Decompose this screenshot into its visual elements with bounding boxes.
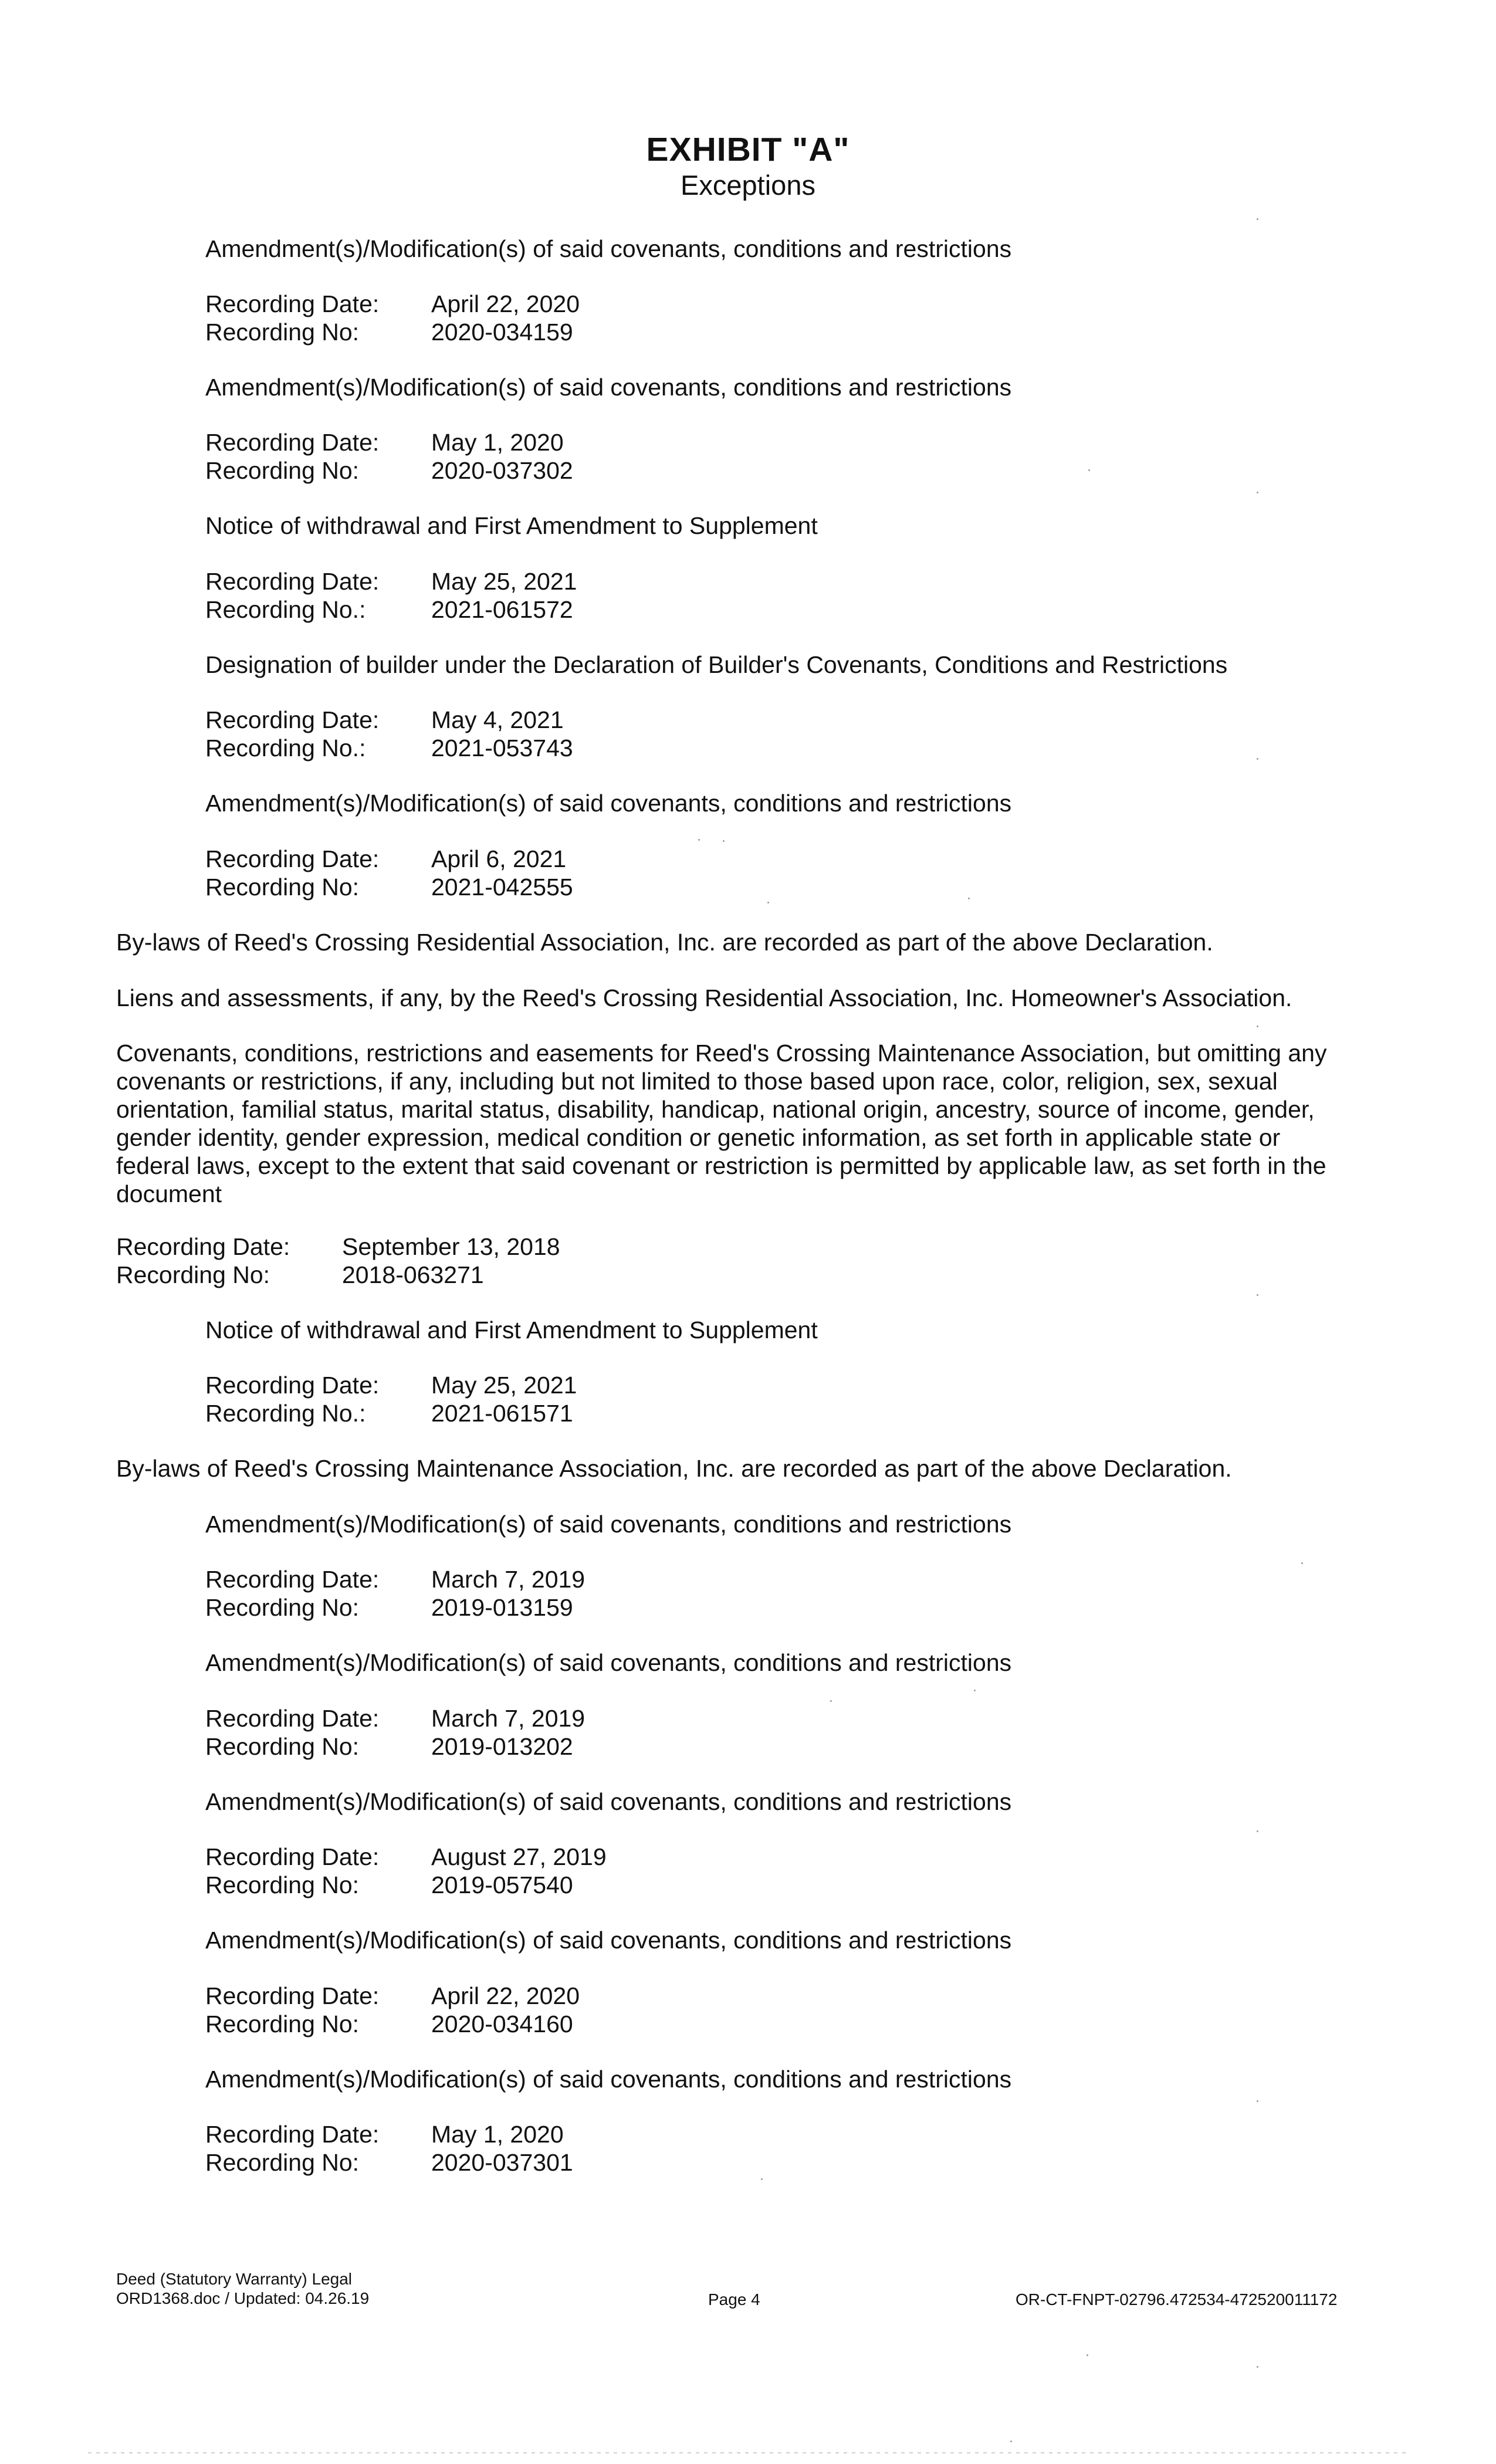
scan-speck (1257, 758, 1258, 760)
exception-text: Notice of withdrawal and First Amendment to Supplement (205, 1316, 818, 1343)
recording-date: May 1, 2020 (431, 2121, 564, 2148)
recording-no-label: Recording No: (205, 2149, 360, 2176)
recording-no-label: Recording No.: (205, 596, 366, 623)
scan-speck (1257, 2366, 1258, 2368)
recording-block (205, 2120, 573, 2177)
recording-no: 2018-063271 (342, 1261, 484, 1288)
recording-block (205, 1843, 607, 1899)
recording-block (205, 567, 577, 624)
recording-block (205, 706, 573, 762)
scan-speck (1087, 2354, 1088, 2356)
recording-date-label: Recording Date: (205, 1705, 380, 1732)
scan-speck (761, 2178, 763, 2180)
recording-date: May 25, 2021 (431, 1372, 577, 1399)
scan-speck (968, 898, 970, 899)
recording-no-label: Recording No.: (205, 1400, 366, 1427)
exception-text: Designation of builder under the Declaration of Builder's Covenants, Conditions and Restrictions (205, 651, 1228, 678)
scan-speck (1257, 2100, 1258, 2102)
recording-no: 2021-053743 (431, 735, 573, 761)
recording-no-label: Recording No: (205, 874, 360, 901)
recording-date-label: Recording Date: (116, 1233, 290, 1260)
recording-date: April 22, 2020 (431, 290, 580, 317)
recording-date-label: Recording Date: (205, 1372, 380, 1399)
scan-speck (1088, 469, 1090, 471)
exhibit-title: EXHIBIT "A" (646, 131, 850, 168)
recording-block (205, 845, 573, 901)
footer-page-number: Page 4 (708, 2290, 760, 2309)
recording-block (205, 290, 580, 346)
recording-no: 2020-037301 (431, 2149, 573, 2176)
recording-date: March 7, 2019 (431, 1705, 585, 1732)
exhibit-subtitle: Exceptions (681, 170, 815, 201)
recording-no-label: Recording No: (205, 319, 360, 346)
scan-speck (1257, 1294, 1258, 1296)
recording-date: May 25, 2021 (431, 568, 577, 595)
footer-doc-ref: ORD1368.doc / Updated: 04.26.19 (116, 2289, 370, 2307)
recording-no: 2019-057540 (431, 1871, 573, 1898)
recording-date-label: Recording Date: (205, 2121, 380, 2148)
footer-doc-type: Deed (Statutory Warranty) Legal (116, 2270, 353, 2288)
recording-no-label: Recording No.: (205, 735, 366, 761)
recording-date-label: Recording Date: (205, 845, 380, 872)
scan-speck (974, 1690, 976, 1691)
scan-speck (830, 1700, 832, 1702)
liens-assessments: Liens and assessments, if any, by the Reed's Crossing Residential Association, Inc. Homeowner's Association. (116, 984, 1292, 1011)
recording-date: May 1, 2020 (431, 429, 564, 456)
recording-no-label: Recording No: (205, 1733, 360, 1760)
recording-no-label: Recording No: (205, 1871, 360, 1898)
scan-speck (767, 902, 769, 903)
scan-speck (1301, 1562, 1303, 1564)
recording-date: September 13, 2018 (342, 1233, 560, 1260)
recording-no: 2020-034159 (431, 319, 573, 346)
recording-date-label: Recording Date: (205, 1566, 380, 1593)
recording-date-label: Recording Date: (205, 706, 380, 733)
recording-date: April 6, 2021 (431, 845, 567, 872)
recording-no: 2020-034160 (431, 2011, 573, 2037)
recording-no: 2021-061572 (431, 596, 573, 623)
recording-no: 2020-037302 (431, 457, 573, 484)
recording-no: 2019-013159 (431, 1594, 573, 1621)
exception-text: Amendment(s)/Modification(s) of said covenants, conditions and restrictions (205, 1788, 1012, 1815)
recording-no-label: Recording No: (116, 1261, 270, 1288)
exception-text: Amendment(s)/Modification(s) of said covenants, conditions and restrictions (205, 2066, 1012, 2093)
recording-date: March 7, 2019 (431, 1566, 585, 1593)
exception-text: Amendment(s)/Modification(s) of said covenants, conditions and restrictions (205, 1649, 1012, 1676)
recording-no: 2021-042555 (431, 874, 573, 901)
footer-order-number: OR-CT-FNPT-02796.472534-472520011172 (1016, 2290, 1338, 2309)
scan-speck (1257, 1830, 1258, 1832)
exception-text: Amendment(s)/Modification(s) of said covenants, conditions and restrictions (205, 790, 1012, 817)
recording-no-label: Recording No: (205, 457, 360, 484)
recording-date: August 27, 2019 (431, 1843, 607, 1870)
exception-text: Amendment(s)/Modification(s) of said covenants, conditions and restrictions (205, 1511, 1012, 1538)
covenants-recording-block (116, 1233, 560, 1289)
recording-date-label: Recording Date: (205, 1982, 380, 2009)
exception-text: Notice of withdrawal and First Amendment to Supplement (205, 512, 818, 539)
recording-block (205, 1982, 580, 2038)
recording-no: 2021-061571 (431, 1400, 573, 1427)
recording-no-label: Recording No: (205, 2011, 360, 2037)
recording-date-label: Recording Date: (205, 290, 380, 317)
recording-date-label: Recording Date: (205, 568, 380, 595)
recording-date-label: Recording Date: (205, 1843, 380, 1870)
recording-no: 2019-013202 (431, 1733, 573, 1760)
recording-date: April 22, 2020 (431, 1982, 580, 2009)
recording-block (205, 1371, 577, 1427)
scan-speck (698, 839, 700, 841)
exception-text: Amendment(s)/Modification(s) of said covenants, conditions and restrictions (205, 1927, 1012, 1954)
recording-block (205, 1565, 585, 1622)
recording-no-label: Recording No: (205, 1594, 360, 1621)
recording-date: May 4, 2021 (431, 706, 564, 733)
exception-text: Amendment(s)/Modification(s) of said covenants, conditions and restrictions (205, 374, 1012, 401)
scan-speck (1257, 1025, 1258, 1027)
bylaws-residential: By-laws of Reed's Crossing Residential Association, Inc. are recorded as part of the above Declaration. (116, 929, 1213, 956)
scan-speck (1257, 218, 1258, 220)
covenants-paragraph: Covenants, conditions, restrictions and easements for Reed's Crossing Maintenance Association, but omitting any covenants or restrictions, if any, including but not limited to those based upon race, color, religion, sex, sexual orientation, familial status, marital status, disability, handicap, national origin, ancestry, source of income, gender, gender identity, gender expression, medical condition or genetic information, as set forth in applicable state or federal laws, except to the extent that said covenant or restriction is permitted by applicable law, as set forth in the document (116, 1040, 1327, 1207)
recording-date-label: Recording Date: (205, 429, 380, 456)
bylaws-maintenance: By-laws of Reed's Crossing Maintenance Association, Inc. are recorded as part of the above Declaration. (116, 1455, 1232, 1482)
scan-speck (723, 840, 725, 842)
exception-text: Amendment(s)/Modification(s) of said covenants, conditions and restrictions (205, 235, 1012, 262)
scan-edge-line (88, 2452, 1408, 2453)
scan-speck (1257, 492, 1258, 493)
recording-block (205, 428, 573, 485)
scan-speck (1010, 2441, 1012, 2442)
recording-block (205, 1704, 585, 1761)
